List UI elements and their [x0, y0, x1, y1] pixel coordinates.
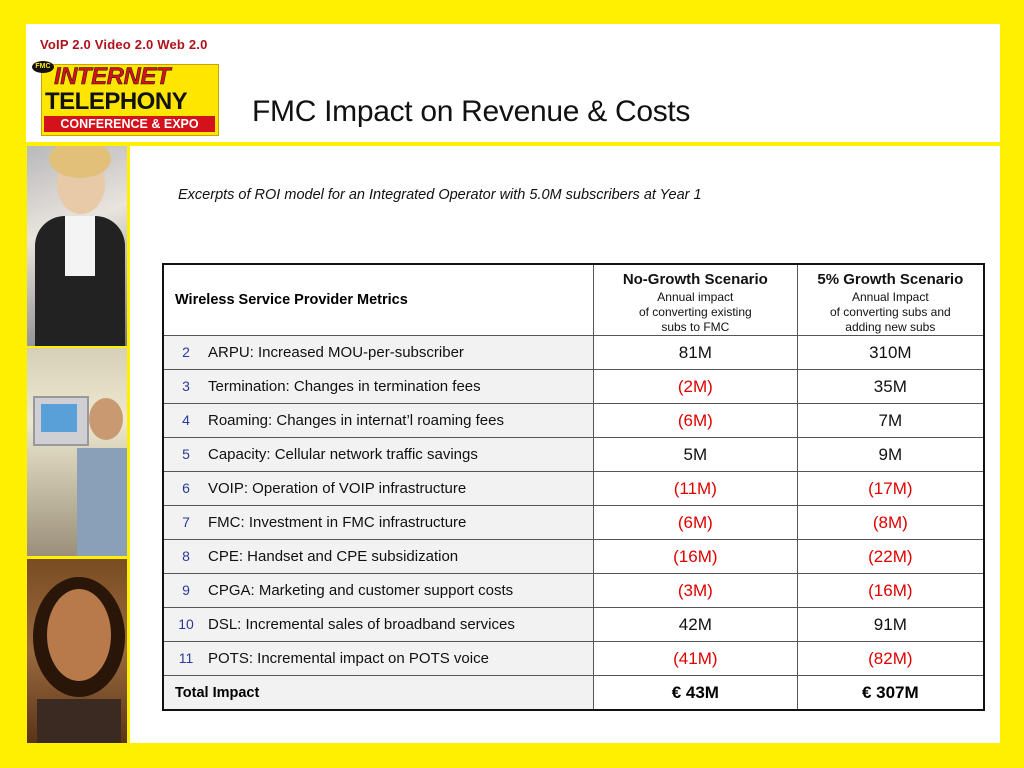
value-no-growth: (11M)	[594, 472, 798, 506]
table-row	[163, 574, 984, 608]
logo-line-telephony: TELEPHONY	[45, 88, 188, 115]
table-row	[163, 540, 984, 574]
total-label: Total Impact	[163, 676, 594, 711]
roi-table	[162, 263, 985, 711]
table-row	[163, 404, 984, 438]
shirt-shape	[65, 216, 95, 276]
value-growth: 35M	[797, 370, 984, 404]
metric-cell	[163, 404, 594, 438]
table-row	[163, 608, 984, 642]
metric-label: ARPU: Increased MOU-per-subscriber	[208, 344, 464, 361]
value-no-growth: (16M)	[594, 540, 798, 574]
value-no-growth: (6M)	[594, 404, 798, 438]
value-growth: (16M)	[797, 574, 984, 608]
logo-badge: FMC	[32, 61, 54, 73]
logo-line-conference: CONFERENCE & EXPO	[44, 116, 215, 132]
metric-label: FMC: Investment in FMC infrastructure	[208, 514, 467, 531]
value-no-growth: 42M	[594, 608, 798, 642]
metric-label: Roaming: Changes in internat’l roaming fees	[208, 412, 504, 429]
scenario-growth-header	[797, 264, 984, 336]
value-no-growth: (2M)	[594, 370, 798, 404]
shirt-shape	[77, 448, 127, 556]
scenario-sub: of converting subs and	[829, 305, 951, 319]
value-no-growth: 81M	[594, 336, 798, 370]
scenario-sub: Annual Impact	[851, 290, 929, 304]
value-growth: (22M)	[797, 540, 984, 574]
total-no-growth: € 43M	[594, 676, 798, 711]
metric-label: DSL: Incremental sales of broadband services	[208, 616, 515, 633]
row-number: 2	[182, 344, 190, 360]
metric-label: CPE: Handset and CPE subsidization	[208, 548, 459, 565]
value-no-growth: (6M)	[594, 506, 798, 540]
row-number: 9	[182, 582, 190, 598]
value-no-growth: (41M)	[594, 642, 798, 676]
scenario-sub: subs to FMC	[661, 320, 730, 334]
metric-label: Capacity: Cellular network traffic savings	[208, 446, 478, 463]
photo-headset-agent	[27, 559, 127, 743]
metric-cell	[163, 608, 594, 642]
photo-computer-user	[27, 348, 127, 556]
metric-header: Wireless Service Provider Metrics	[163, 264, 594, 336]
row-number: 7	[182, 514, 190, 530]
tagline: VoIP 2.0 Video 2.0 Web 2.0	[40, 37, 208, 52]
row-number: 8	[182, 548, 190, 564]
table-row	[163, 370, 984, 404]
metric-label: POTS: Incremental impact on POTS voice	[208, 650, 489, 667]
metric-cell	[163, 506, 594, 540]
metric-label: CPGA: Marketing and customer support costs	[208, 582, 514, 599]
value-growth: 9M	[797, 438, 984, 472]
metric-cell	[163, 472, 594, 506]
scenario-title: No-Growth Scenario	[622, 271, 768, 288]
shoulder-shape	[37, 699, 121, 743]
metric-cell	[163, 642, 594, 676]
photo-businesswoman	[27, 146, 127, 346]
metric-cell	[163, 370, 594, 404]
row-number: 3	[182, 378, 190, 394]
value-growth: (17M)	[797, 472, 984, 506]
scenario-sub: adding new subs	[845, 320, 936, 334]
metric-cell	[163, 540, 594, 574]
scenario-sub: Annual impact	[657, 290, 734, 304]
table-header-row	[163, 264, 984, 336]
table-row	[163, 642, 984, 676]
screen-shape	[41, 404, 77, 432]
value-growth: 310M	[797, 336, 984, 370]
logo-line-internet: INTERNET	[54, 63, 170, 90]
table-row	[163, 336, 984, 370]
total-row	[163, 676, 984, 711]
metric-cell	[163, 574, 594, 608]
row-number: 11	[178, 650, 194, 666]
value-no-growth: 5M	[594, 438, 798, 472]
value-growth: 91M	[797, 608, 984, 642]
row-number: 5	[182, 446, 190, 462]
table-row	[163, 438, 984, 472]
total-growth: € 307M	[797, 676, 984, 711]
table-row	[163, 506, 984, 540]
scenario-sub: of converting existing	[638, 305, 752, 319]
value-growth: (82M)	[797, 642, 984, 676]
page-title: FMC Impact on Revenue & Costs	[252, 95, 691, 128]
row-number: 4	[182, 412, 190, 428]
head-shape	[89, 398, 123, 440]
face-shape	[47, 589, 111, 681]
metric-cell	[163, 336, 594, 370]
table-row	[163, 472, 984, 506]
subtitle: Excerpts of ROI model for an Integrated Operator with 5.0M subscribers at Year 1	[178, 187, 702, 203]
scenario-title: 5% Growth Scenario	[817, 271, 964, 288]
row-number: 6	[182, 480, 190, 496]
scenario-no-growth-header	[594, 264, 798, 336]
metric-label: VOIP: Operation of VOIP infrastructure	[208, 480, 467, 497]
value-growth: (8M)	[797, 506, 984, 540]
value-no-growth: (3M)	[594, 574, 798, 608]
row-number: 10	[178, 616, 194, 632]
value-growth: 7M	[797, 404, 984, 438]
metric-cell	[163, 438, 594, 472]
metric-label: Termination: Changes in termination fees	[208, 378, 481, 395]
